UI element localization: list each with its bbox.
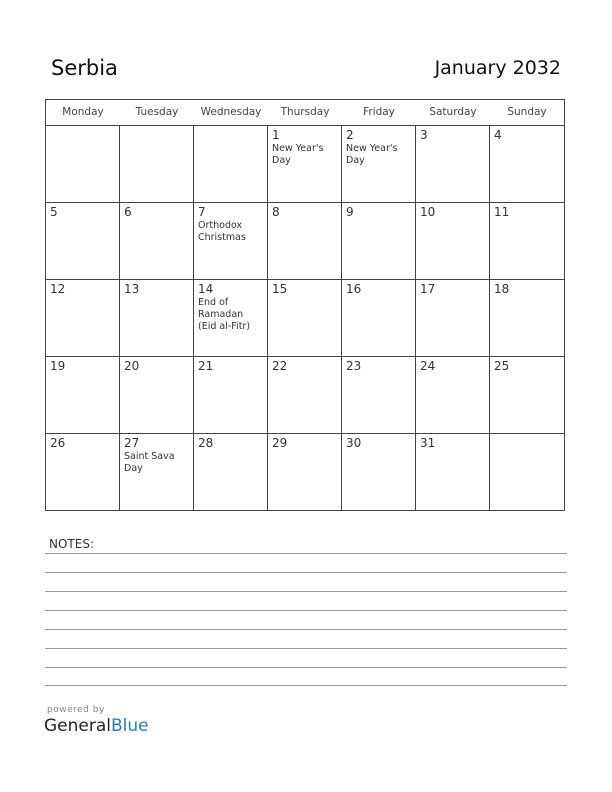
- day-cell: [490, 357, 564, 434]
- day-cell: [120, 434, 194, 511]
- day-cell: [46, 357, 120, 434]
- day-number: 26: [50, 436, 66, 450]
- day-cell: [342, 126, 416, 203]
- day-number: 22: [272, 359, 288, 373]
- holiday-label: Ramadan: [198, 309, 244, 320]
- brand-part-blue: Blue: [111, 716, 149, 736]
- day-cell: [46, 434, 120, 511]
- day-cell: [416, 203, 490, 280]
- day-cell: [416, 280, 490, 357]
- day-cell: [120, 357, 194, 434]
- day-number: 1: [272, 128, 280, 142]
- day-number: 21: [198, 359, 214, 373]
- notes-line: [45, 648, 567, 649]
- notes-line: [45, 685, 567, 686]
- holiday-label: Day: [272, 155, 291, 166]
- brand-logo: [44, 716, 149, 736]
- day-cell: [416, 126, 490, 203]
- day-number: 5: [50, 205, 58, 219]
- notes-line: [45, 667, 567, 668]
- day-number: 9: [346, 205, 354, 219]
- day-cell: [416, 357, 490, 434]
- day-cell: [194, 203, 268, 280]
- day-number: 17: [420, 282, 436, 296]
- day-number: 8: [272, 205, 280, 219]
- day-cell: [120, 203, 194, 280]
- day-number: 30: [346, 436, 362, 450]
- notes-line: [45, 610, 567, 611]
- day-number: 15: [272, 282, 288, 296]
- day-cell: [490, 126, 564, 203]
- weekday-saturday: Saturday: [429, 106, 477, 118]
- day-number: 19: [50, 359, 66, 373]
- calendar-grid: [46, 126, 564, 511]
- country-title: Serbia: [51, 56, 118, 80]
- holiday-label: End of: [198, 297, 229, 308]
- day-cell: [194, 434, 268, 511]
- day-number: 20: [124, 359, 140, 373]
- day-cell: [120, 126, 194, 203]
- day-number: 24: [420, 359, 436, 373]
- day-cell: [268, 203, 342, 280]
- day-cell: [268, 357, 342, 434]
- day-number: 7: [198, 205, 206, 219]
- day-cell: [342, 203, 416, 280]
- brand-part-general: General: [44, 716, 111, 736]
- weekday-sunday: Sunday: [507, 106, 547, 118]
- day-cell: [194, 126, 268, 203]
- day-number: 11: [494, 205, 510, 219]
- weekday-thursday: Thursday: [280, 106, 330, 118]
- notes-label: NOTES:: [49, 537, 94, 551]
- day-cell: [194, 280, 268, 357]
- day-cell: [490, 434, 564, 511]
- day-number: 29: [272, 436, 288, 450]
- day-cell: [342, 357, 416, 434]
- day-number: 3: [420, 128, 428, 142]
- day-number: 2: [346, 128, 354, 142]
- day-number: 31: [420, 436, 436, 450]
- day-cell: [120, 280, 194, 357]
- day-cell: [194, 357, 268, 434]
- holiday-label: New Year's: [272, 143, 324, 154]
- notes-line: [45, 553, 567, 554]
- holiday-label: Day: [346, 155, 365, 166]
- day-number: 16: [346, 282, 362, 296]
- calendar-table: [45, 99, 565, 511]
- day-cell: [46, 126, 120, 203]
- holiday-label: New Year's: [346, 143, 398, 154]
- day-number: 25: [494, 359, 510, 373]
- day-cell: [342, 280, 416, 357]
- holiday-label: Christmas: [198, 232, 246, 243]
- day-cell: [268, 126, 342, 203]
- day-cell: [268, 434, 342, 511]
- weekday-wednesday: Wednesday: [200, 106, 262, 118]
- weekday-tuesday: Tuesday: [135, 106, 179, 118]
- day-number: 12: [50, 282, 66, 296]
- notes-line: [45, 572, 567, 573]
- day-number: 14: [198, 282, 214, 296]
- weekday-friday: Friday: [363, 106, 395, 118]
- month-year-title: January 2032: [434, 57, 561, 79]
- day-cell: [490, 203, 564, 280]
- day-cell: [416, 434, 490, 511]
- powered-by-text: powered by: [47, 705, 105, 715]
- holiday-label: Orthodox: [198, 220, 243, 231]
- day-number: 18: [494, 282, 510, 296]
- day-number: 28: [198, 436, 214, 450]
- day-cell: [268, 280, 342, 357]
- day-cell: [342, 434, 416, 511]
- day-number: 23: [346, 359, 362, 373]
- notes-line: [45, 591, 567, 592]
- notes-line: [45, 629, 567, 630]
- day-cell: [490, 280, 564, 357]
- holiday-label: Saint Sava: [124, 451, 175, 462]
- day-cell: [46, 280, 120, 357]
- day-number: 13: [124, 282, 140, 296]
- holiday-label: (Eid al-Fitr): [198, 321, 251, 332]
- holiday-label: Day: [124, 463, 143, 474]
- day-number: 4: [494, 128, 502, 142]
- weekday-header-row: [46, 100, 564, 126]
- day-number: 10: [420, 205, 436, 219]
- day-cell: [46, 203, 120, 280]
- day-number: 6: [124, 205, 132, 219]
- day-number: 27: [124, 436, 140, 450]
- weekday-monday: Monday: [62, 106, 104, 118]
